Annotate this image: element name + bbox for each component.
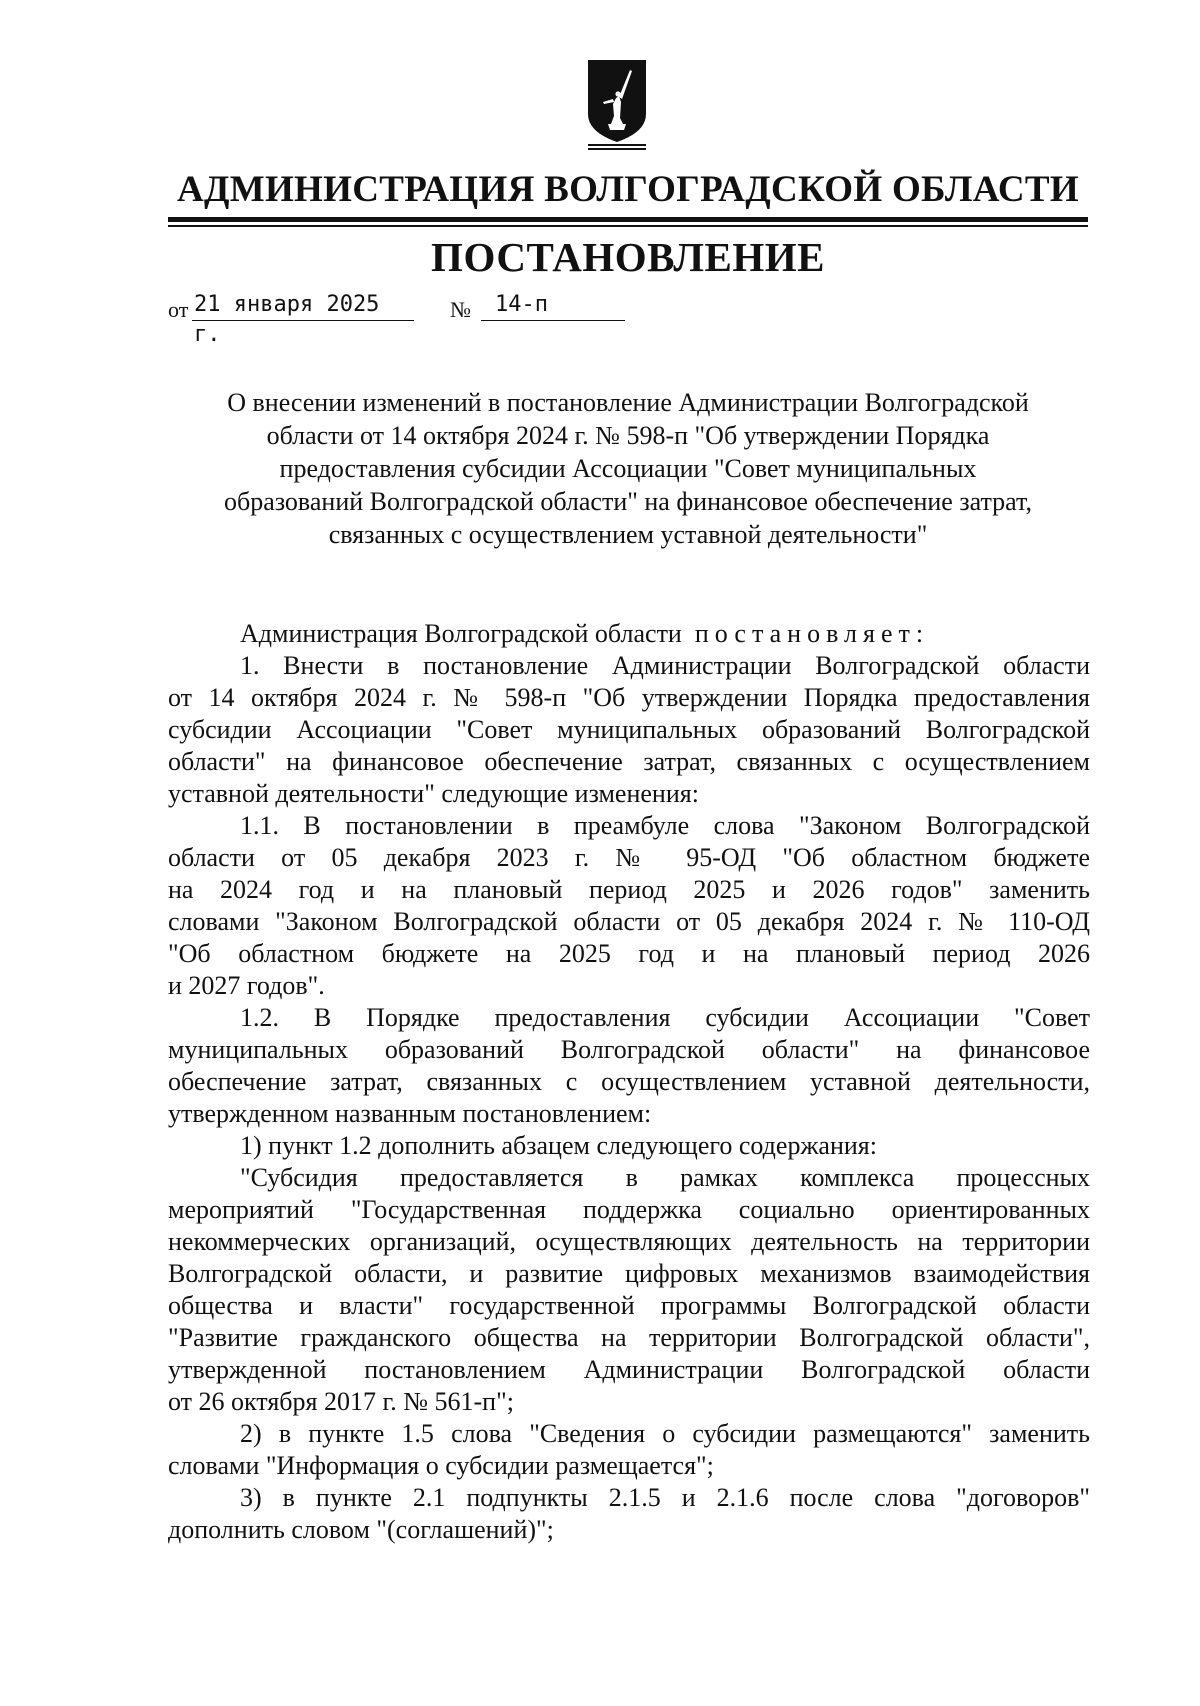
body-line: от 26 октября 2017 г. № 561-п";: [168, 1387, 514, 1416]
body-line: утвержденной постановлением Администрации Волгоградской области: [168, 1355, 1090, 1384]
number-label: №: [450, 297, 471, 322]
subject-line: образований Волгоградской области" на финансовое обеспечение затрат,: [224, 487, 1032, 516]
body-line: "Развитие гражданского общества на территории Волгоградской области",: [168, 1323, 1090, 1352]
body-line: некоммерческих организаций, осуществляющих деятельность на территории: [168, 1227, 1090, 1256]
subject-line: О внесении изменений в постановление Администрации Волгоградской: [227, 388, 1029, 417]
body-line: области от 05 декабря 2023 г. № 95-ОД "Об областном бюджете: [168, 843, 1090, 872]
intro-line: [168, 618, 1090, 650]
body-line: обеспечение затрат, связанных с осуществлением уставной деятельности,: [168, 1067, 1090, 1096]
body-line: словами "Законом Волгоградской области от 05 декабря 2024 г. № 110-ОД: [168, 907, 1090, 936]
body-line: 1.1. В постановлении в преамбуле слова "Законом Волгоградской: [240, 811, 1090, 840]
subject-line: связанных с осуществлением уставной деятельности": [328, 520, 928, 549]
body-line: и 2027 годов".: [168, 971, 325, 1000]
subject-line: предоставления субсидии Ассоциации "Совет муниципальных: [279, 454, 977, 483]
intro-resolves: постановляет:: [694, 619, 930, 648]
organization-name: АДМИНИСТРАЦИЯ ВОЛГОГРАДСКОЙ ОБЛАСТИ: [176, 169, 1079, 210]
body-line: "Субсидия предоставляется в рамках комплекса процессных: [240, 1163, 1090, 1192]
header-divider-thick: [168, 217, 1088, 222]
document-number: 14-п: [481, 290, 625, 321]
body-line: 1.2. В Порядке предоставления субсидии Ассоциации "Совет: [240, 1003, 1090, 1032]
body-line: уставной деятельности" следующие изменения:: [168, 779, 699, 808]
body-line: словами "Информация о субсидии размещается";: [168, 1451, 714, 1480]
document-date: 21 января 2025 г.: [192, 290, 414, 321]
body-line: области" на финансовое обеспечение затрат, связанных с осуществлением: [168, 747, 1090, 776]
body-line: 1. Внести в постановление Администрации Волгоградской области: [240, 651, 1090, 680]
body-line: утвержденном названным постановлением:: [168, 1099, 652, 1128]
volgograd-emblem-icon: [586, 58, 648, 152]
body-line: 1) пункт 1.2 дополнить абзацем следующего содержания:: [240, 1131, 877, 1160]
body-line: мероприятий "Государственная поддержка социально ориентированных: [168, 1195, 1090, 1224]
body-line: 2) в пункте 1.5 слова "Сведения о субсидии размещаются" заменить: [240, 1419, 1090, 1448]
body-line: дополнить словом "(соглашений)";: [168, 1515, 554, 1544]
body-line: на 2024 год и на плановый период 2025 и 2026 годов" заменить: [168, 875, 1090, 904]
body-line: Волгоградской области, и развитие цифровых механизмов взаимодействия: [168, 1259, 1090, 1288]
body-line: "Об областном бюджете на 2025 год и на плановый период 2026: [168, 939, 1090, 968]
header-divider-thin: [168, 225, 1088, 227]
body-line: субсидии Ассоциации "Совет муниципальных образований Волгоградской: [168, 715, 1090, 744]
document-subject: [168, 386, 1088, 551]
date-number-line: [168, 290, 648, 347]
body-line: 3) в пункте 2.1 подпункты 2.1.5 и 2.1.6 после слова "договоров": [240, 1483, 1090, 1512]
subject-line: области от 14 октября 2024 г. № 598-п "Об утверждении Порядка: [266, 421, 990, 450]
from-label: от: [168, 297, 189, 322]
body-line: общества и власти" государственной программы Волгоградской области: [168, 1291, 1090, 1320]
document-body: [168, 618, 1090, 1546]
document-type-title: ПОСТАНОВЛЕНИЕ: [431, 234, 825, 280]
body-line: муниципальных образований Волгоградской области" на финансовое: [168, 1035, 1090, 1064]
intro-prefix: Администрация Волгоградской области: [240, 619, 682, 648]
body-line: от 14 октября 2024 г. № 598-п "Об утверждении Порядка предоставления: [168, 683, 1090, 712]
